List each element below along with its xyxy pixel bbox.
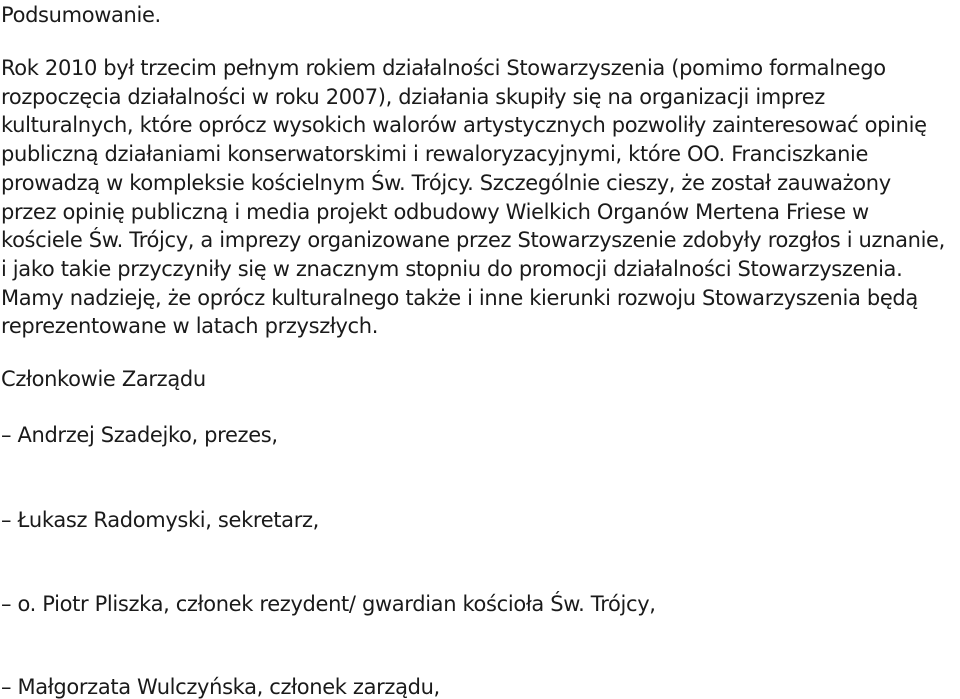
paragraph-line: kulturalnych, które oprócz wysokich walorów artystycznych pozwoliły zainteresować opinię (1, 113, 927, 138)
paragraph-line: prowadzą w kompleksie kościelnym Św. Trójcy. Szczególnie cieszy, że został zauważony (1, 170, 891, 195)
paragraph-line: rozpoczęcia działalności w roku 2007), działania skupiły się na organizacji imprez (1, 84, 825, 109)
members-heading: Członkowie Zarządu (1, 367, 206, 391)
paragraph-line: i jako takie przyczyniły się w znacznym stopniu do promocji działalności Stowarzyszenia. (1, 256, 903, 281)
paragraph-line: Rok 2010 był trzecim pełnym rokiem działalności Stowarzyszenia (pomimo formalnego (1, 56, 886, 80)
document-heading: Podsumowanie. (1, 3, 161, 27)
paragraph-line: publiczną działaniami konserwatorskimi i rewaloryzacyjnymi, które OO. Franciszkanie (1, 142, 869, 167)
member-item: – Małgorzata Wulczyńska, członek zarządu, (1, 675, 440, 699)
member-item: – Łukasz Radomyski, sekretarz, (1, 508, 319, 532)
paragraph-line: kościele Św. Trójcy, a imprezy organizowane przez Stowarzyszenie zdobyły rozgłos i uznanie, (1, 228, 945, 253)
paragraph-line: reprezentowane w latach przyszłych. (1, 314, 379, 339)
paragraph-line: Mamy nadzieję, że oprócz kulturalnego także i inne kierunki rozwoju Stowarzyszenia będą (1, 285, 918, 310)
member-item: – Andrzej Szadejko, prezes, (1, 423, 278, 447)
paragraph-line: przez opinię publiczną i media projekt odbudowy Wielkich Organów Mertena Friese w (1, 199, 869, 224)
member-item: – o. Piotr Pliszka, członek rezydent/ gwardian kościoła Św. Trójcy, (1, 592, 656, 616)
summary-paragraph (1, 54, 956, 341)
